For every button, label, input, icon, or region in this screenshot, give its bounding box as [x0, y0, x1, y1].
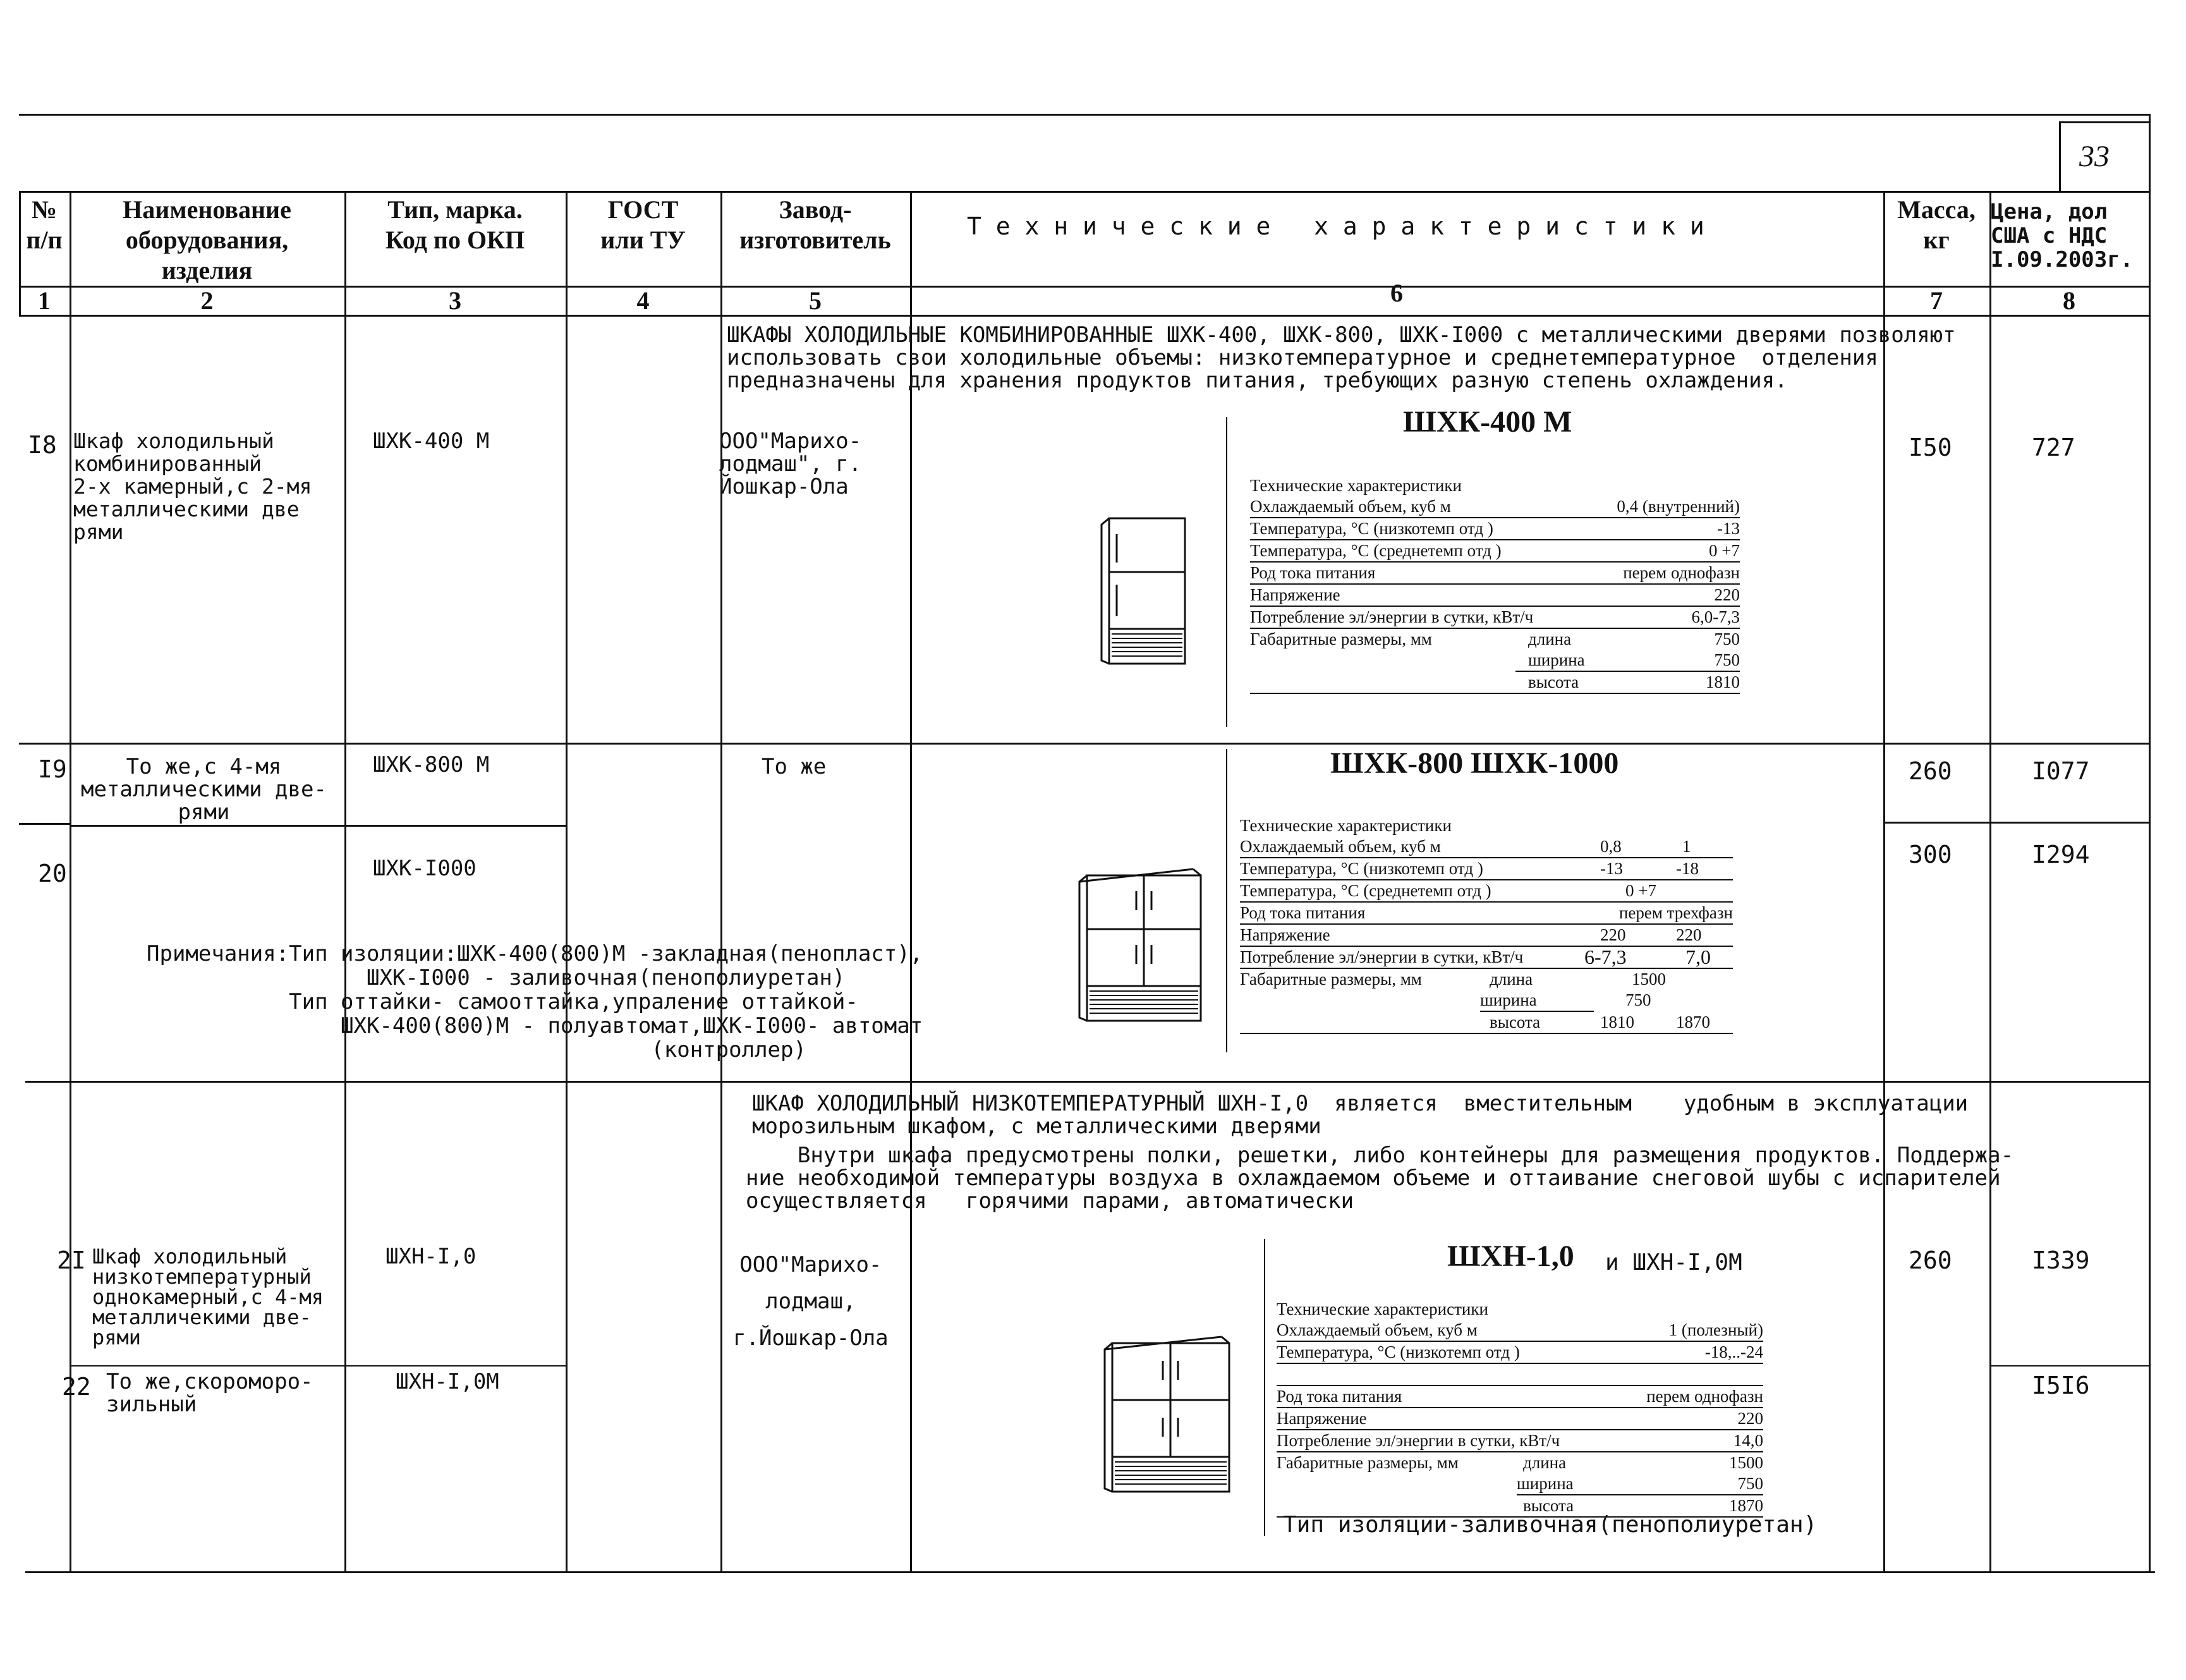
specN-line-6: Габаритные размеры, мм длина 1500: [1277, 1453, 1763, 1472]
spec800-line-1: Температура, °С (низкотемп отд ) -13 -18: [1240, 858, 1733, 880]
specN-heading: Технические характеристики: [1277, 1300, 1488, 1318]
col-line-5: [910, 191, 912, 1571]
row22-price: I5I6: [2032, 1372, 2090, 1399]
row21-mass: 260: [1909, 1246, 1952, 1274]
row19-maker: То же: [762, 754, 827, 779]
spec400-line-5: Потребление эл/энергии в сутки, кВт/ч 6,0-7,3: [1250, 607, 1740, 629]
spec800-line-3: Род тока питания перем трехфазн: [1240, 903, 1733, 925]
specN-title-and: и ШХН-I,0М: [1605, 1250, 1742, 1275]
row18-num: I8: [28, 431, 57, 459]
specN-divider: [1264, 1239, 1265, 1536]
header-col4: ГОСТ или ТУ: [600, 195, 686, 254]
row19-num: I9: [38, 755, 67, 783]
spec400-line-1: Температура, °С (низкотемп отд ) -13: [1250, 518, 1740, 540]
colnum-6: 6: [1390, 279, 1403, 307]
header-col1: № п/п: [26, 195, 63, 254]
colnum-7: 7: [1930, 286, 1943, 315]
colnum-2: 2: [200, 286, 214, 315]
header-col8: Цена, дол США с НДС I.09.2003г.: [1991, 199, 2134, 272]
page-number-box-top: [2059, 121, 2149, 123]
row22-num: 22: [62, 1373, 91, 1401]
section2-intro1: ШКАФ ХОЛОДИЛЬНЫЙ НИЗКОТЕМПЕРАТУРНЫЙ ШХН-I,0 является вместительным удобным в эксплуатации морозильным шкафом, с металлическими дверями: [752, 1091, 1969, 1139]
header-col5: Завод- изготовитель: [739, 195, 891, 254]
spec800-title: ШХК-800 ШХК-1000: [1330, 746, 1619, 780]
row21-num: 2I: [57, 1246, 86, 1274]
row19-price: I077: [2032, 757, 2090, 785]
row21-name: Шкаф холодильный низкотемпературный однокамерный,с 4-мя металличекими две- рями: [92, 1245, 324, 1349]
row18-bottom-line: [19, 743, 2149, 745]
row20-num: 20: [38, 860, 67, 887]
row20-mass: 300: [1909, 841, 1952, 868]
spec400-line-3: Род тока питания перем однофазн: [1250, 563, 1740, 585]
specN-line-1: Температура, °С (низкотемп отд ) -18,..-24: [1277, 1342, 1763, 1364]
header-col3: Тип, марка. Код по ОКП: [385, 195, 525, 254]
spec800-line-6: Габаритные размеры, мм длина 1500: [1240, 970, 1666, 989]
spec800-table: [1240, 815, 1733, 1034]
row21-price: I339: [2032, 1246, 2090, 1274]
spec800-divider: [1226, 749, 1227, 1052]
specN-title: ШХН-1,0: [1447, 1239, 1574, 1273]
row21-price-bottom: [1989, 1365, 2149, 1367]
specN-line-5: Потребление эл/энергии в сутки, кВт/ч 14,0: [1277, 1430, 1763, 1452]
row21-type: ШХН-I,0: [386, 1244, 477, 1269]
spec400-table: [1250, 475, 1740, 694]
spec400-title: ШХК-400 М: [1403, 405, 1572, 439]
row22-name: То же,скороморо- зильный: [106, 1369, 313, 1417]
row19-type: ШХК-800 М: [373, 752, 490, 777]
spec400-line-4: Напряжение 220: [1250, 585, 1740, 607]
header-col6: Т е х н и ч е с к и е х а р а к т е р и с т и к и: [967, 212, 1704, 240]
specN-line-0: Охлаждаемый объем, куб м 1 (полезный): [1277, 1320, 1763, 1342]
fridge-4door-icon: [1074, 863, 1207, 1027]
page-number: 33: [2079, 140, 2110, 173]
top-rule: [19, 114, 2149, 116]
spec800-line-2: Температура, °С (среднетемп отд ) 0 +7: [1240, 880, 1733, 903]
spec800-line-4: Напряжение 220 220: [1240, 925, 1733, 947]
page-number-box-left: [2059, 121, 2061, 191]
row20-price: I294: [2032, 841, 2090, 868]
spec400-line-2: Температура, °С (среднетемп отд ) 0 +7: [1250, 540, 1740, 563]
spec400-heading: Технические характеристики: [1250, 476, 1462, 495]
spec800-line-8: высота 1810 1870: [1240, 1012, 1733, 1034]
fridge-2door-icon: [1096, 512, 1191, 670]
spec400-divider: [1226, 417, 1227, 727]
colnum-8: 8: [2063, 286, 2075, 315]
row21-bottom-line: [70, 1365, 566, 1367]
row21-maker: ООО"Марихо- лодмаш, г.Йошкар-Ола: [733, 1252, 889, 1351]
specN-line-4: Напряжение 220: [1277, 1408, 1763, 1430]
specN-line-2: [1277, 1364, 1763, 1386]
header-col7: Масса, кг: [1897, 195, 1976, 254]
row19-num-bottom: [19, 823, 70, 825]
row19-name: То же,с 4-мя металлическими две- рями: [81, 754, 327, 825]
row22-type: ШХН-I,0М: [396, 1369, 499, 1394]
table-bottom-line: [25, 1571, 2155, 1573]
header-col2: Наименование оборудования, изделия: [123, 195, 291, 284]
row18-mass: I50: [1909, 434, 1952, 461]
specN-line-3: Род тока питания перем однофазн: [1277, 1386, 1763, 1408]
row18-maker: ООО"Марихо- лодмаш", г. Йошкар-Ола: [719, 429, 862, 499]
colnum-3: 3: [449, 286, 461, 315]
colnum-5: 5: [809, 286, 822, 315]
spec400-line-6: Габаритные размеры, мм 750 длина: [1250, 630, 1740, 648]
row19-mass: 260: [1909, 757, 1952, 785]
col-line-2: [344, 191, 346, 1571]
row19-name-bottom: [70, 825, 344, 827]
col-line-6: [1883, 191, 1885, 1571]
fridge-4door-freezer-icon: [1100, 1330, 1236, 1498]
specN-line-8: высота 1870: [1277, 1495, 1763, 1518]
spec400-line-8: высота 1810: [1250, 672, 1740, 694]
col-line-7: [1989, 191, 1991, 1571]
spec800-line-7: ширина 750: [1480, 990, 1594, 1012]
specN-footer: Тип изоляции-заливочная(пенополиуретан): [1283, 1512, 1818, 1538]
row19-mass-bottom: [1883, 822, 2149, 824]
col-line-4: [720, 191, 722, 1571]
section2-top-line: [25, 1081, 2149, 1083]
row18-name: Шкаф холодильный комбинированный 2-х камерный,с 2-мя металлическими две рями: [73, 429, 312, 544]
spec800-line-0: Охлаждаемый объем, куб м 0,8 1: [1240, 836, 1733, 858]
section2-intro2: Внутри шкафа предусмотрены полки, решетки, либо контейнеры для размещения продуктов. Поддержа- ние необходимой температуры воздуха в охлаждаемом объеме и оттаивание снеговой шубы с испарителей осуществляется горячими парами, автоматически: [746, 1143, 2014, 1214]
spec800-line-5: Потребление эл/энергии в сутки, кВт/ч 6-7,3 7,0: [1240, 947, 1733, 969]
colnum-1: 1: [38, 286, 51, 315]
col-line-1: [70, 191, 71, 1571]
notes: Примечания:Тип изоляции:ШХК-400(800)М -закладная(пенопласт), ШХК-I000 - заливочная(пенополиуретан) Тип оттайки- самооттайка,упраление оттайкой- ШХК-400(800)М - полуавтомат,ШХК-I000- автомат (контроллер): [147, 941, 923, 1062]
header-top-line: [19, 191, 2149, 193]
row18-type: ШХК-400 М: [373, 429, 490, 454]
specN-line-7: ширина 750: [1517, 1473, 1763, 1495]
col-line-right: [2149, 114, 2151, 1571]
specN-table: [1277, 1299, 1763, 1518]
row18-price: 727: [2032, 434, 2075, 461]
col-line-3: [566, 191, 568, 1571]
spec800-heading: Технические характеристики: [1240, 816, 1452, 835]
colnum-4: 4: [636, 286, 650, 315]
row20-type: ШХК-I000: [373, 856, 477, 881]
section1-intro: ШКАФЫ ХОЛОДИЛЬНЫЕ КОМБИНИРОВАННЫЕ ШХК-400, ШХК-800, ШХК-I000 с металлическими дверями позволяют использовать свои холодильные объемы: низкотемпературное и среднетемпературное отделения предназначены для хранения продуктов питания, требующих разную степень охлаждения.: [727, 322, 1956, 393]
spec400-line-0: Охлаждаемый объем, куб м 0,4 (внутренний): [1250, 496, 1740, 518]
spec400-line-7: ширина 750: [1515, 650, 1740, 672]
row19-type-bottom: [344, 825, 566, 827]
